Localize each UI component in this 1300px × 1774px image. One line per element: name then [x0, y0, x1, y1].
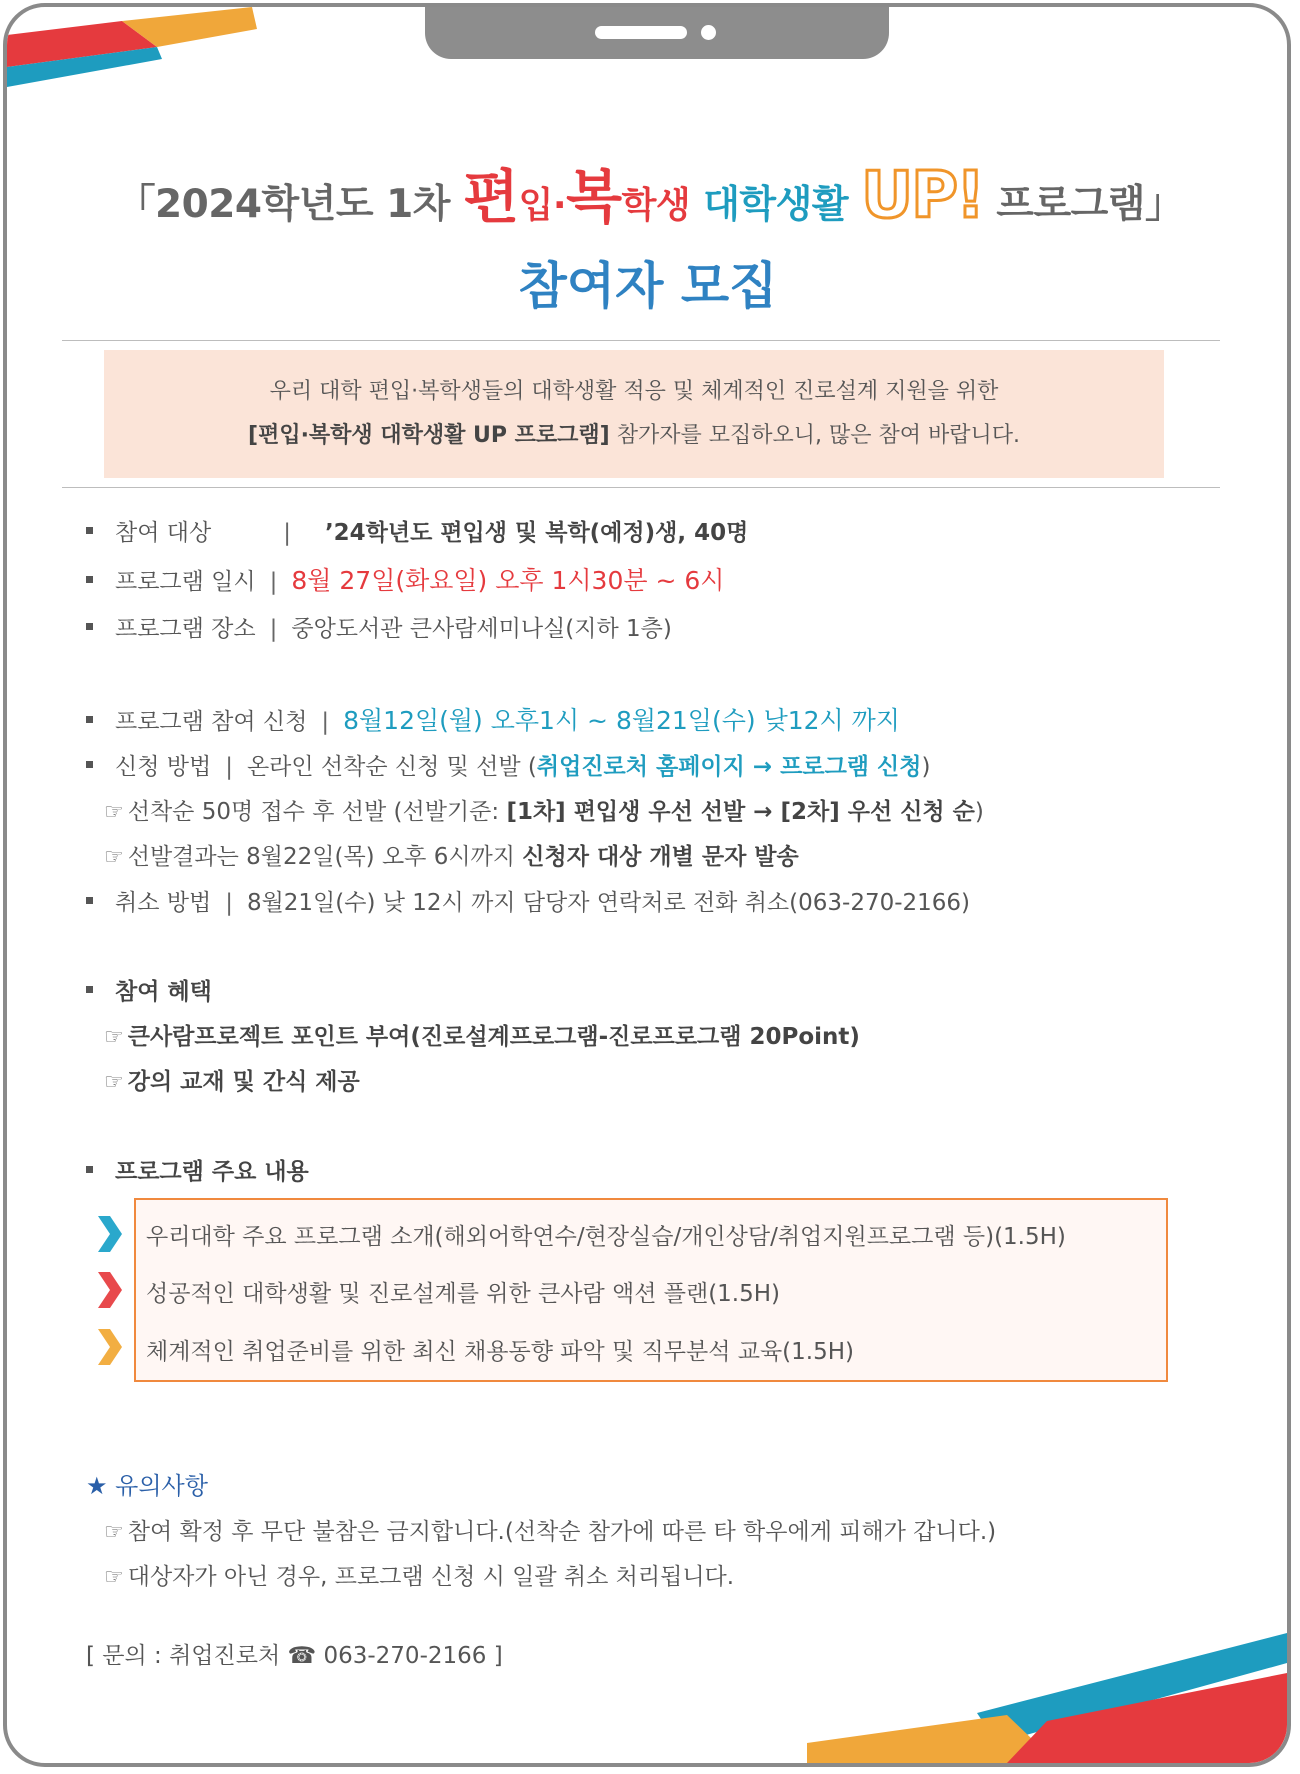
bullet-square-icon [86, 527, 93, 534]
title-haksaeng: 학생 [621, 185, 691, 226]
benefit-points: 큰사람프로젝트 포인트 부여(진로설계프로그램-진로프로그램 20Point) [127, 1024, 860, 1050]
detail-apply-period [86, 701, 900, 737]
date-value: 8월 27일(화요일) 오후 1시30분 ~ 6시 [291, 566, 725, 595]
top-left-decoration [7, 7, 267, 97]
apply-method-link: 취업진로처 홈페이지 → 프로그램 신청 [536, 754, 922, 780]
detail-place [86, 610, 672, 643]
bullet-square-icon [86, 986, 93, 993]
place-value: 중앙도서관 큰사람세미나실(지하 1층) [291, 616, 672, 642]
title-ip: 입· [518, 185, 567, 226]
separator: | [321, 709, 330, 735]
note2-text: 선발결과는 8월22일(목) 오후 6시까지 [127, 844, 523, 870]
pointing-hand-icon: ☞ [104, 800, 124, 825]
contact-phone: 063-270-2166 [323, 1643, 487, 1669]
intro-line2-rest: 참가자를 모집하오니, 많은 참여 바랍니다. [609, 423, 1020, 448]
page-title [30, 150, 1270, 234]
contact-close: ] [486, 1643, 503, 1669]
notice-text-2: 대상자가 아닌 경우, 프로그램 신청 시 일괄 취소 처리됩니다. [127, 1564, 735, 1590]
phone-icon: ☎ [287, 1643, 324, 1669]
apply-method-label: 신청 방법 [115, 754, 212, 780]
notice-text-1: 참여 확정 후 무단 불참은 금지합니다.(선착순 참가에 따른 타 학우에게 피해가 갑니다.) [127, 1519, 997, 1545]
title-prefix: 「2024학년도 1차 [116, 182, 464, 227]
detail-target [86, 514, 748, 547]
target-value: ’24학년도 편입생 및 복학(예정)생, 40명 [324, 520, 749, 546]
target-label: 참여 대상 [115, 520, 212, 546]
place-label: 프로그램 장소 [115, 616, 256, 642]
apply-method-close: ) [921, 754, 931, 780]
content-item-1: 우리대학 주요 프로그램 소개(해외어학연수/현장실습/개인상담/취업지원프로그램 등)(1.5H) [146, 1224, 1066, 1250]
title-up: UP! [861, 159, 984, 233]
content-item-2: 성공적인 대학생활 및 진로설계를 위한 큰사람 액션 플랜(1.5H) [146, 1281, 781, 1307]
bullet-square-icon [86, 1166, 93, 1173]
apply-period-value: 8월12일(월) 오후1시 ~ 8월21일(수) 낮12시 까지 [343, 706, 900, 735]
intro-line1: 우리 대학 편입·복학생들의 대학생활 적응 및 체계적인 진로설계 지원을 위한 [269, 379, 999, 404]
chevron-right-icon [96, 1270, 124, 1310]
apply-method-value: 온라인 선착순 신청 및 선발 ( [246, 754, 537, 780]
note1-criteria: [1차] 편입생 우선 선발 → [2차] 우선 신청 순 [506, 799, 975, 825]
detail-cancel [86, 884, 970, 917]
pointing-hand-icon: ☞ [104, 1520, 124, 1545]
separator: | [225, 890, 233, 916]
title-bok: 복 [566, 163, 622, 231]
contact-info [86, 1637, 503, 1670]
notice-item-1 [86, 1513, 996, 1546]
separator: | [225, 754, 233, 780]
contents-heading [86, 1153, 309, 1186]
contact-open: [ 문의 : 취업진로처 [86, 1643, 288, 1669]
separator: | [269, 616, 278, 642]
notice-item-2 [86, 1558, 734, 1591]
notch-speaker [595, 26, 687, 39]
intro-box [104, 350, 1164, 478]
notice-title: ★ 유의사항 [86, 1472, 208, 1500]
note1-close: ) [974, 799, 984, 825]
intro-program-name: [편입·복학생 대학생활 UP 프로그램] [248, 423, 610, 448]
benefit-item-1 [86, 1018, 860, 1051]
bullet-square-icon [86, 897, 93, 904]
apply-period-label: 프로그램 참여 신청 [115, 709, 308, 735]
title-suffix: 프로그램」 [983, 182, 1184, 227]
program-contents-box [134, 1198, 1168, 1382]
note1-text: 선착순 50명 접수 후 선발 (선발기준: [127, 799, 507, 825]
chevron-right-icon [96, 1214, 124, 1254]
detail-apply-method [86, 748, 930, 781]
pointing-hand-icon: ☞ [104, 845, 124, 870]
contents-label: 프로그램 주요 내용 [115, 1159, 309, 1185]
intro-line2 [104, 414, 1164, 458]
divider-bottom [62, 487, 1220, 488]
device-notch [425, 7, 889, 59]
benefit-item-2 [86, 1063, 360, 1096]
detail-date [86, 561, 724, 597]
bullet-square-icon [86, 716, 93, 723]
pointing-hand-icon: ☞ [104, 1565, 124, 1590]
benefits-heading [86, 973, 212, 1006]
cancel-value: 8월21일(수) 낮 12시 까지 담당자 연락처로 전화 취소(063-270-2166) [246, 890, 971, 916]
benefits-label: 참여 혜택 [115, 979, 212, 1005]
pointing-hand-icon: ☞ [104, 1025, 124, 1050]
bullet-square-icon [86, 623, 93, 630]
title-pyeon: 편 [463, 163, 519, 231]
content-item-3: 체계적인 취업준비를 위한 최신 채용동향 파악 및 직무분석 교육(1.5H) [146, 1339, 854, 1365]
separator: | [283, 520, 291, 546]
bullet-square-icon [86, 761, 93, 768]
date-label: 프로그램 일시 [115, 569, 256, 595]
chevron-right-icon [96, 1327, 124, 1367]
cancel-label: 취소 방법 [115, 890, 212, 916]
pointing-hand-icon: ☞ [104, 1070, 124, 1095]
bottom-right-decoration [767, 1603, 1287, 1763]
page-subtitle: 참여자 모집 [518, 257, 778, 315]
divider-top [62, 340, 1220, 341]
bullet-square-icon [86, 576, 93, 583]
apply-note-1 [86, 793, 984, 826]
benefit-materials: 강의 교재 및 간식 제공 [127, 1069, 360, 1095]
separator: | [269, 569, 278, 595]
notch-camera [701, 25, 716, 40]
apply-note-2 [86, 838, 799, 871]
note2-sms: 신청자 대상 개별 문자 발송 [522, 844, 799, 870]
title-campus-life: 대학생활 [703, 182, 849, 226]
